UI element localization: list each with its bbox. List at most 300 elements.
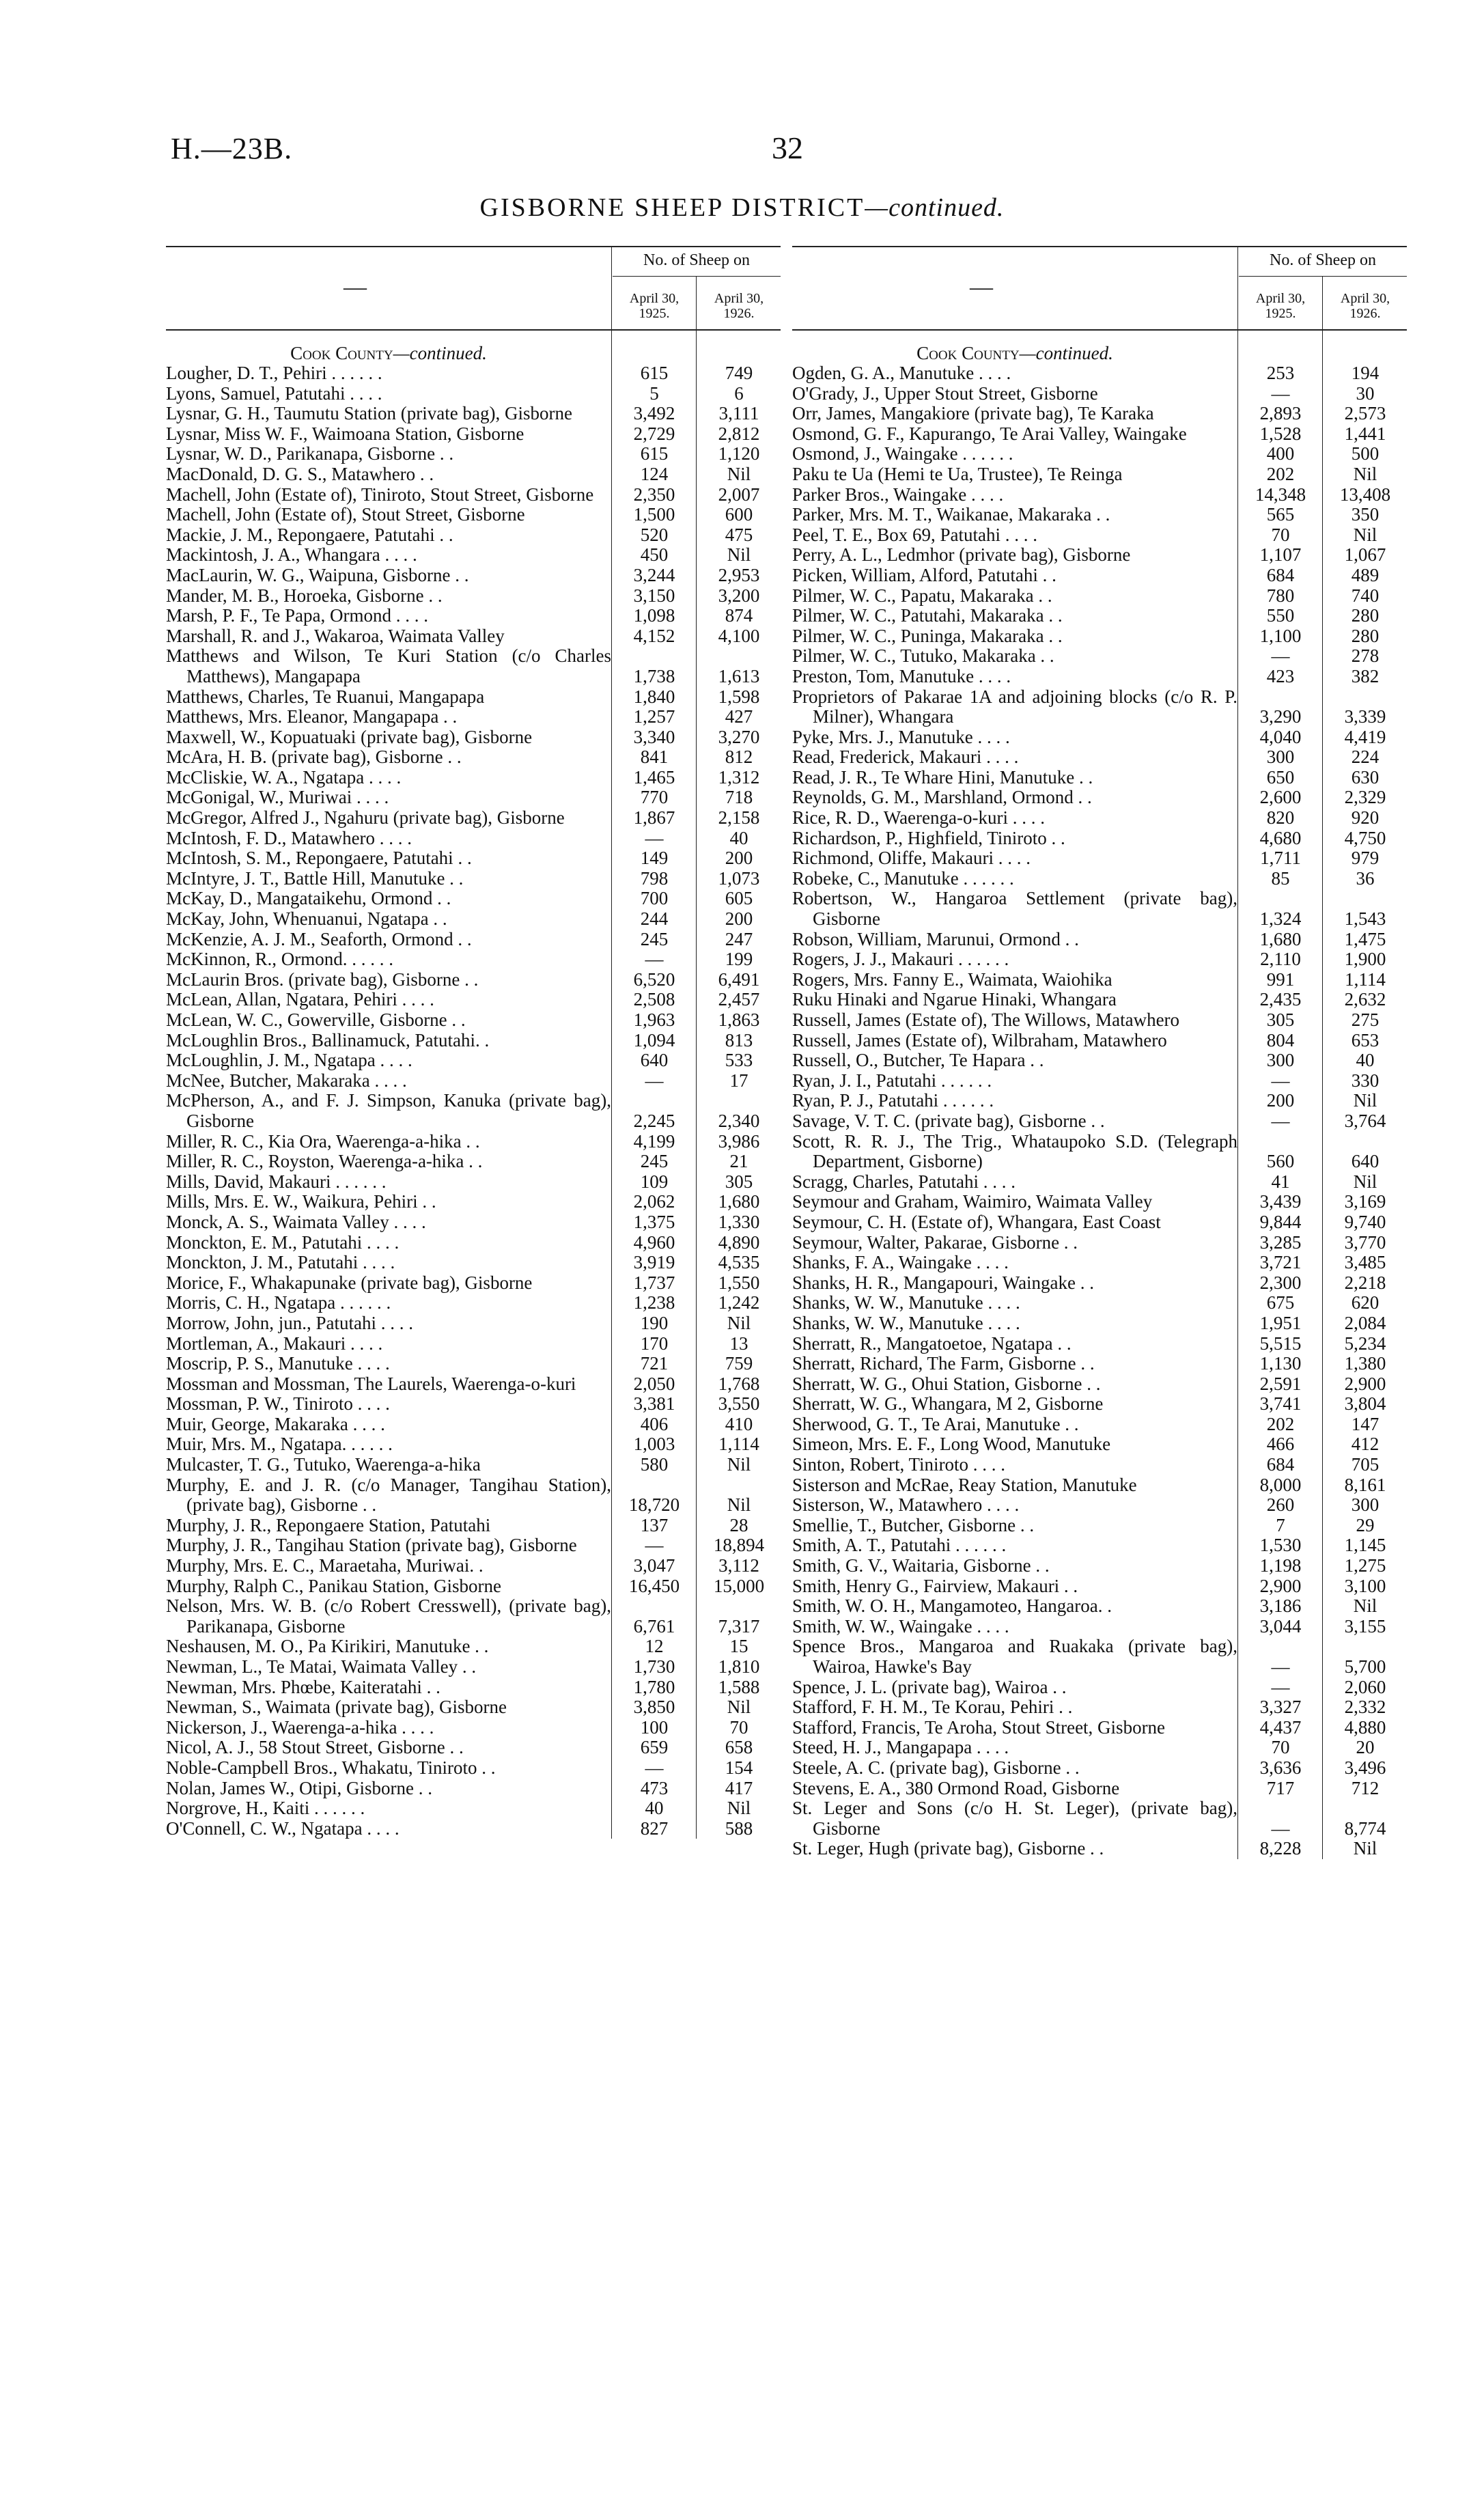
owner-name-cell: St. Leger, Hugh (private bag), Gisborne . . (792, 1838, 1104, 1859)
sheep-1925-cell: 260 (1266, 1494, 1295, 1516)
sheep-1926-cell: 812 (725, 747, 753, 768)
owner-name-cell: Sisterson and McRae, Reay Station, Manutuke (792, 1474, 1137, 1495)
table-row (166, 1293, 781, 1313)
table-row (166, 424, 781, 445)
owner-name-cell: Sherratt, R., Mangatoetoe, Ngatapa . . (792, 1333, 1072, 1354)
owner-name-cell: Miller, R. C., Royston, Waerenga-a-hika . . (166, 1151, 483, 1172)
sheep-1926-cell: 15 (729, 1636, 748, 1657)
section-heading: Cook County—continued. (290, 343, 487, 363)
sheep-1925-cell: 300 (1266, 1050, 1295, 1071)
sheep-1925-cell: 550 (1266, 605, 1295, 626)
sheep-1926-cell: 2,218 (1344, 1272, 1386, 1293)
sheep-1926-cell: 3,155 (1344, 1615, 1386, 1637)
table-row (792, 1091, 1407, 1111)
sheep-1925-cell: 1,094 (633, 1029, 675, 1050)
owner-name-cell: Stafford, F. H. M., Te Korau, Pehiri . . (792, 1697, 1073, 1718)
sheep-1926-cell: 1,114 (718, 1434, 759, 1455)
table-row (166, 1152, 781, 1172)
table-row (166, 1354, 781, 1374)
owner-name-cell: Smith, A. T., Patutahi . . . . . . (792, 1535, 1007, 1556)
sheep-1926-cell: 588 (725, 1817, 753, 1839)
owner-name-cell: Mossman and Mossman, The Laurels, Waerenga-o-kuri (166, 1373, 576, 1394)
owner-name-cell: Russell, O., Butcher, Te Hapara . . (792, 1050, 1044, 1071)
sheep-1926-cell: 1,120 (718, 443, 760, 464)
owner-name-cell: Machell, John (Estate of), Tiniroto, Stout Street, Gisborne (166, 484, 594, 505)
owner-name-cell: Pyke, Mrs. J., Manutuke . . . . (792, 726, 1010, 747)
sheep-1925-cell: 70 (1271, 524, 1290, 545)
sheep-1926-cell: 620 (1351, 1292, 1380, 1313)
owner-name-cell: Shanks, W. W., Manutuke . . . . (792, 1292, 1020, 1313)
owner-name-cell: Steed, H. J., Mangapapa . . . . (792, 1737, 1009, 1758)
sheep-1925-cell: 2,729 (633, 423, 675, 444)
sheep-1926-cell: 200 (725, 908, 753, 930)
table-row (792, 949, 1407, 970)
sheep-1926-cell: 1,242 (718, 1292, 760, 1313)
sheep-1926-cell: Nil (1353, 1596, 1377, 1617)
table-row (792, 1677, 1407, 1698)
table-body (792, 331, 1407, 1859)
sheep-1926-cell: 7,317 (718, 1615, 760, 1637)
sheep-1926-cell: 1,680 (718, 1191, 760, 1212)
sheep-1926-cell: 147 (1351, 1413, 1380, 1434)
sheep-1925-cell: 1,003 (633, 1434, 675, 1455)
table-row (166, 848, 781, 869)
owner-name-cell: Mander, M. B., Horoeka, Gisborne . . (166, 585, 443, 606)
table-row (792, 889, 1407, 929)
sheep-1926-cell: 1,114 (1345, 969, 1386, 990)
sheep-1926-cell: 1,598 (718, 686, 760, 707)
table-row (792, 1596, 1407, 1617)
year-1926-header: April 30, 1926. (714, 291, 764, 321)
sheep-1925-cell: 7 (1276, 1514, 1285, 1535)
right-column (792, 246, 1407, 1859)
table-row (792, 1697, 1407, 1718)
owner-name-cell: Nelson, Mrs. W. B. (c/o Robert Cresswell), (private bag), Parikanapa, Gisborne (166, 1596, 611, 1637)
sheep-1925-cell: 841 (640, 747, 669, 768)
sheep-1925-cell: 253 (1266, 363, 1295, 383)
owner-name-cell: Seymour and Graham, Waimiro, Waimata Valley (792, 1191, 1153, 1212)
owner-name-cell: Maxwell, W., Kopuatuaki (private bag), Gisborne (166, 726, 533, 747)
table-row (166, 747, 781, 768)
sheep-1925-cell: 40 (645, 1798, 664, 1819)
sheep-1926-cell: 8,774 (1344, 1817, 1386, 1839)
sheep-1926-cell: 1,863 (718, 1009, 760, 1030)
sheep-1926-cell: 2,457 (718, 989, 760, 1010)
sheep-1926-cell: 749 (725, 363, 753, 383)
sheep-1925-cell: 18,720 (628, 1494, 680, 1516)
sheep-1925-cell: 3,150 (633, 585, 675, 606)
sheep-1926-cell: 920 (1351, 807, 1380, 828)
owner-name-cell: McKay, John, Whenuanui, Ngatapa . . (166, 908, 447, 930)
owner-name-cell: Lysnar, W. D., Parikanapa, Gisborne . . (166, 443, 454, 464)
owner-name-cell: Nickerson, J., Waerenga-a-hika . . . . (166, 1716, 434, 1738)
owner-name-cell: Read, J. R., Te Whare Hini, Manutuke . . (792, 766, 1093, 788)
sheep-1926-cell: 36 (1356, 867, 1375, 889)
sheep-1926-cell: 3,770 (1344, 1231, 1386, 1253)
table-row (166, 384, 781, 404)
table-row (792, 424, 1407, 445)
owner-name-cell: Peel, T. E., Box 69, Patutahi . . . . (792, 524, 1037, 545)
sheep-1926-cell: 4,100 (718, 625, 760, 646)
sheep-1925-cell: 2,591 (1259, 1373, 1302, 1394)
table-row (792, 1394, 1407, 1415)
sheep-1925-cell: 717 (1266, 1777, 1295, 1798)
owner-name-cell: Miller, R. C., Kia Ora, Waerenga-a-hika . . (166, 1130, 480, 1152)
table-row (792, 1071, 1407, 1091)
sheep-1926-cell: 600 (725, 504, 753, 525)
sheep-1925-cell: 684 (1266, 564, 1295, 585)
sheep-1925-cell: 5,515 (1259, 1333, 1302, 1354)
sheep-1925-cell: 4,680 (1259, 827, 1302, 848)
sheep-1925-cell: 700 (640, 888, 669, 909)
sheep-1925-cell: 423 (1266, 665, 1295, 686)
sheep-1926-cell: 40 (1356, 1050, 1375, 1071)
table-row (166, 889, 781, 909)
sheep-1925-cell: 798 (640, 867, 669, 889)
sheep-1925-cell: 2,435 (1259, 989, 1302, 1010)
sheep-1926-cell: 874 (725, 605, 753, 626)
table-row (792, 1253, 1407, 1273)
sheep-1926-cell: 224 (1351, 747, 1380, 768)
table-row (792, 1495, 1407, 1516)
sheep-1925-cell: 1,738 (633, 665, 675, 686)
sheep-1925-cell: 137 (640, 1514, 669, 1535)
sheep-1925-cell: 3,741 (1259, 1393, 1302, 1415)
sheep-1926-cell: 500 (1351, 443, 1380, 464)
sheep-1926-cell: 194 (1351, 363, 1380, 383)
table-row (166, 1758, 781, 1779)
sheep-1925-cell: 466 (1266, 1434, 1295, 1455)
table-row (166, 1596, 781, 1637)
sheep-1925-cell: 100 (640, 1716, 669, 1738)
sheep-1926-cell: 280 (1351, 625, 1380, 646)
table-row (166, 1738, 781, 1758)
sheep-1925-cell: — (1271, 1817, 1290, 1839)
sheep-1926-cell: 1,312 (718, 766, 760, 788)
table-row (792, 1010, 1407, 1031)
owner-name-cell: Mulcaster, T. G., Tutuko, Waerenga-a-hika (166, 1454, 481, 1475)
owner-name-cell: McGonigal, W., Muriwai . . . . (166, 787, 389, 808)
table-row (792, 525, 1407, 546)
table-row (792, 768, 1407, 788)
table-row (166, 1050, 781, 1071)
table-row (792, 1556, 1407, 1576)
owner-name-cell: Shanks, H. R., Mangapouri, Waingake . . (792, 1272, 1095, 1293)
sheep-1925-cell: 1,465 (633, 766, 675, 788)
sheep-1925-cell: 190 (640, 1312, 669, 1333)
owner-name-cell: Ruku Hinaki and Ngarue Hinaki, Whangara (792, 989, 1117, 1010)
sheep-1925-cell: 1,951 (1259, 1312, 1302, 1333)
owner-name-cell: Matthews, Mrs. Eleanor, Mangapapa . . (166, 706, 458, 727)
page-number: 32 (772, 130, 803, 165)
table-header (792, 246, 1407, 331)
sheep-1925-cell: 41 (1271, 1171, 1290, 1192)
table-row (166, 545, 781, 566)
sheep-1925-cell: 8,228 (1259, 1838, 1302, 1859)
owner-name-cell: Marshall, R. and J., Wakaroa, Waimata Valley (166, 625, 505, 646)
sheep-1926-cell: 8,161 (1344, 1474, 1386, 1495)
sheep-1925-cell: 3,439 (1259, 1191, 1302, 1212)
sheep-1925-cell: — (645, 1535, 664, 1556)
sheep-1926-cell: Nil (1353, 463, 1377, 484)
owner-name-cell: Robeke, C., Manutuke . . . . . . (792, 867, 1014, 889)
sheep-1926-cell: 489 (1351, 564, 1380, 585)
table-row (166, 869, 781, 889)
sheep-1926-cell: 2,632 (1344, 989, 1386, 1010)
sheep-1925-cell: — (1271, 1070, 1290, 1091)
sheep-1926-cell: 4,419 (1344, 726, 1386, 747)
sheep-1925-cell: 245 (640, 928, 669, 949)
sheep-1926-cell: 305 (725, 1171, 753, 1192)
sheep-1925-cell: 580 (640, 1454, 669, 1475)
owner-name-cell: Stafford, Francis, Te Aroha, Stout Street, Gisborne (792, 1716, 1166, 1738)
owner-name-cell: Richmond, Oliffe, Makauri . . . . (792, 848, 1031, 869)
sheep-1926-cell: 3,270 (718, 726, 760, 747)
sheep-1925-cell: 2,508 (633, 989, 675, 1010)
sheep-1925-cell: 9,844 (1259, 1211, 1302, 1232)
table-row (792, 1758, 1407, 1779)
sheep-1925-cell: 827 (640, 1817, 669, 1839)
table-row (792, 1212, 1407, 1233)
sheep-1925-cell: 721 (640, 1353, 669, 1374)
table-row (792, 485, 1407, 505)
owner-name-cell: Morrow, John, jun., Patutahi . . . . (166, 1312, 413, 1333)
sheep-1925-cell: 2,350 (633, 484, 675, 505)
sheep-1926-cell: 1,067 (1344, 544, 1386, 566)
table-row (792, 808, 1407, 828)
sheep-1925-cell: 1,198 (1259, 1555, 1302, 1576)
sheep-1926-cell: Nil (1353, 1171, 1377, 1192)
sheep-1925-cell: 1,963 (633, 1009, 675, 1030)
sheep-1925-cell: 2,110 (1260, 949, 1301, 970)
sheep-1926-cell: 427 (725, 706, 753, 727)
owner-name-cell: Preston, Tom, Manutuke . . . . (792, 665, 1011, 686)
sheep-1926-cell: 4,880 (1344, 1716, 1386, 1738)
owner-name-cell: MacDonald, D. G. S., Matawhero . . (166, 463, 434, 484)
table-row (792, 1434, 1407, 1455)
sheep-1926-cell: 3,496 (1344, 1757, 1386, 1778)
table-row (166, 788, 781, 808)
sheep-1925-cell: 1,375 (633, 1211, 675, 1232)
owner-name-cell: Murphy, E. and J. R. (c/o Manager, Tangihau Station), (private bag), Gisborne . . (166, 1474, 611, 1516)
owner-name-cell: Monck, A. S., Waimata Valley . . . . (166, 1211, 426, 1232)
owner-name-cell: Nolan, James W., Otipi, Gisborne . . (166, 1777, 432, 1798)
owner-name-cell: Muir, George, Makaraka . . . . (166, 1413, 385, 1434)
sheep-1926-cell: 3,111 (718, 403, 759, 424)
owner-name-cell: Read, Frederick, Makauri . . . . (792, 747, 1019, 768)
table-row (166, 505, 781, 525)
table-row (166, 1233, 781, 1253)
sheep-1926-cell: 21 (729, 1151, 748, 1172)
title-suffix: —continued. (865, 193, 1005, 222)
sheep-1925-cell: 202 (1266, 1413, 1295, 1434)
sheep-1926-cell: Nil (1353, 524, 1377, 545)
owner-name-cell: Proprietors of Pakarae 1A and adjoining blocks (c/o R. P. Milner), Whangara (792, 686, 1237, 727)
sheep-1926-cell: Nil (727, 1312, 751, 1333)
table-row (166, 1253, 781, 1273)
sheep-1925-cell: 1,107 (1259, 544, 1302, 566)
owner-name-cell: Noble-Campbell Bros., Whakatu, Tiniroto . . (166, 1757, 496, 1778)
owner-name-cell: Newman, Mrs. Phœbe, Kaiteratahi . . (166, 1676, 440, 1697)
sheep-1926-cell: Nil (727, 1494, 751, 1516)
sheep-1925-cell: 1,840 (633, 686, 675, 707)
table-row (166, 1415, 781, 1435)
owner-name-cell: McIntosh, S. M., Repongaere, Patutahi . . (166, 848, 472, 869)
title-main: GISBORNE SHEEP DISTRICT (479, 193, 865, 222)
table-row (792, 1779, 1407, 1799)
sheep-1926-cell: Nil (1353, 1838, 1377, 1859)
table-row (792, 404, 1407, 424)
owner-name-cell: McKinnon, R., Ormond. . . . . . (166, 949, 393, 970)
owner-name-cell: Orr, James, Mangakiore (private bag), Te Karaka (792, 403, 1154, 424)
sheep-1925-cell: 305 (1266, 1009, 1295, 1030)
owner-name-cell: Mossman, P. W., Tiniroto . . . . (166, 1393, 390, 1415)
sheep-1926-cell: 1,768 (718, 1373, 760, 1394)
name-column-header: — (970, 275, 993, 300)
sheep-1925-cell: 6,520 (633, 969, 675, 990)
table-row (792, 930, 1407, 950)
sheep-1925-cell: 149 (640, 848, 669, 869)
table-body (166, 331, 781, 1839)
table-row (166, 1394, 781, 1415)
owner-name-cell: McKay, D., Mangataikehu, Ormond . . (166, 888, 451, 909)
table-row (166, 1718, 781, 1738)
table-row (792, 970, 1407, 990)
owner-name-cell: Sherratt, Richard, The Farm, Gisborne . . (792, 1353, 1095, 1374)
owner-name-cell: McIntosh, F. D., Matawhero . . . . (166, 827, 412, 848)
table-row (792, 1273, 1407, 1294)
sheep-1925-cell: 1,238 (633, 1292, 675, 1313)
table-row (166, 404, 781, 424)
owner-name-cell: Mackintosh, J. A., Whangara . . . . (166, 544, 417, 566)
owner-name-cell: Shanks, W. W., Manutuke . . . . (792, 1312, 1020, 1333)
sheep-1926-cell: 2,007 (718, 484, 760, 505)
owner-name-cell: Pilmer, W. C., Tutuko, Makaraka . . (792, 645, 1054, 667)
owner-name-cell: Robson, William, Marunui, Ormond . . (792, 928, 1079, 949)
sheep-1925-cell: 2,600 (1259, 787, 1302, 808)
sheep-1925-cell: 675 (1266, 1292, 1295, 1313)
table-row (166, 1212, 781, 1233)
sheep-1926-cell: 2,812 (718, 423, 760, 444)
sheep-1926-cell: 17 (729, 1070, 748, 1091)
sheep-1926-cell: 280 (1351, 605, 1380, 626)
sheep-1926-cell: 3,339 (1344, 706, 1386, 727)
sheep-1925-cell: 85 (1271, 867, 1290, 889)
table-row (166, 1798, 781, 1819)
table-row (166, 1779, 781, 1799)
table-row (166, 1172, 781, 1193)
owner-name-cell: McLoughlin, J. M., Ngatapa . . . . (166, 1050, 412, 1071)
sheep-1926-cell: 1,380 (1344, 1353, 1386, 1374)
table-row (792, 747, 1407, 768)
year-1925-header: April 30, 1925. (1255, 291, 1306, 321)
owner-name-cell: Sherratt, W. G., Ohui Station, Gisborne . . (792, 1373, 1101, 1394)
sheep-1926-cell: 1,275 (1344, 1555, 1386, 1576)
table-row (792, 1374, 1407, 1395)
owner-name-cell: Mortleman, A., Makauri . . . . (166, 1333, 383, 1354)
owner-name-cell: Lyons, Samuel, Patutahi . . . . (166, 382, 382, 404)
owner-name-cell: Morice, F., Whakapunake (private bag), Gisborne (166, 1272, 533, 1293)
sheep-1925-cell: 400 (1266, 443, 1295, 464)
sheep-1925-cell: — (1271, 645, 1290, 667)
table-row (166, 1657, 781, 1677)
table-row (792, 1132, 1407, 1172)
owner-name-cell: Shanks, F. A., Waingake . . . . (792, 1252, 1009, 1273)
sheep-1925-cell: 1,780 (633, 1676, 675, 1697)
sheep-1925-cell: 1,737 (633, 1272, 675, 1293)
sheep-1926-cell: 9,740 (1344, 1211, 1386, 1232)
owner-name-cell: Matthews and Wilson, Te Kuri Station (c/o Charles Matthews), Mangapapa (166, 645, 611, 686)
sheep-1925-cell: 780 (1266, 585, 1295, 606)
owner-name-cell: McCliskie, W. A., Ngatapa . . . . (166, 766, 402, 788)
sheep-1926-cell: Nil (727, 1798, 751, 1819)
sheep-1926-cell: 1,475 (1344, 928, 1386, 949)
table-row (792, 1738, 1407, 1758)
sheep-1926-cell: 2,332 (1344, 1697, 1386, 1718)
table-row (792, 1516, 1407, 1536)
sheep-1926-cell: 658 (725, 1737, 753, 1758)
sheep-1925-cell: 2,893 (1259, 403, 1302, 424)
owner-name-cell: Rice, R. D., Waerenga-o-kuri . . . . (792, 807, 1045, 828)
table-row (792, 1192, 1407, 1212)
sheep-1925-cell: 202 (1266, 463, 1295, 484)
owner-name-cell: Sherwood, G. T., Te Arai, Manutuke . . (792, 1413, 1079, 1434)
sheep-1926-cell: Nil (727, 544, 751, 566)
sheep-1925-cell: — (1271, 1676, 1290, 1697)
sheep-1925-cell: 200 (1266, 1090, 1295, 1111)
table-row (792, 687, 1407, 727)
sheep-1926-cell: 1,613 (718, 665, 760, 686)
owner-name-cell: Richardson, P., Highfield, Tiniroto . . (792, 827, 1065, 848)
table-row (792, 1576, 1407, 1597)
table-row (792, 626, 1407, 647)
sheep-1926-cell: 40 (729, 827, 748, 848)
owner-name-cell: Smith, G. V., Waitaria, Gisborne . . (792, 1555, 1050, 1576)
sheep-1925-cell: 820 (1266, 807, 1295, 828)
sheep-1926-cell: 2,953 (718, 564, 760, 585)
owner-name-cell: McLoughlin Bros., Ballinamuck, Patutahi. . (166, 1029, 490, 1050)
table-row (792, 1293, 1407, 1313)
owner-name-cell: St. Leger and Sons (c/o H. St. Leger), (private bag), Gisborne (792, 1798, 1237, 1839)
owner-name-cell: Ogden, G. A., Manutuke . . . . (792, 363, 1011, 383)
owner-name-cell: Newman, L., Te Matai, Waimata Valley . . (166, 1656, 477, 1677)
sheep-1926-cell: 410 (725, 1413, 753, 1434)
table-row (792, 1334, 1407, 1354)
owner-name-cell: Mackie, J. M., Repongaere, Patutahi . . (166, 524, 453, 545)
table-row (792, 1031, 1407, 1051)
owner-name-cell: Stevens, E. A., 380 Ormond Road, Gisborne (792, 1777, 1120, 1798)
owner-name-cell: McLean, W. C., Gowerville, Gisborne . . (166, 1009, 466, 1030)
owner-name-cell: Scott, R. R. J., The Trig., Whataupoko S.D. (Telegraph Department, Gisborne) (792, 1130, 1237, 1172)
table-row (166, 1576, 781, 1597)
table-header (166, 246, 781, 331)
sheep-1925-cell: 3,186 (1259, 1596, 1302, 1617)
sheep-1926-cell: 3,169 (1344, 1191, 1386, 1212)
sheep-1926-cell: 28 (729, 1514, 748, 1535)
sheep-1925-cell: — (645, 1070, 664, 1091)
sheep-1925-cell: 3,044 (1259, 1615, 1302, 1637)
table-row (166, 949, 781, 970)
sheep-1926-cell: 13,408 (1339, 484, 1391, 505)
sheep-1925-cell: 2,300 (1259, 1272, 1302, 1293)
sheep-1925-cell: 991 (1266, 969, 1295, 990)
table-row (792, 667, 1407, 687)
sheep-1925-cell: 1,098 (633, 605, 675, 626)
table-row (166, 909, 781, 930)
sheep-1925-cell: — (645, 827, 664, 848)
owner-name-cell: Parker Bros., Waingake . . . . (792, 484, 1004, 505)
sheep-1925-cell: — (645, 949, 664, 970)
